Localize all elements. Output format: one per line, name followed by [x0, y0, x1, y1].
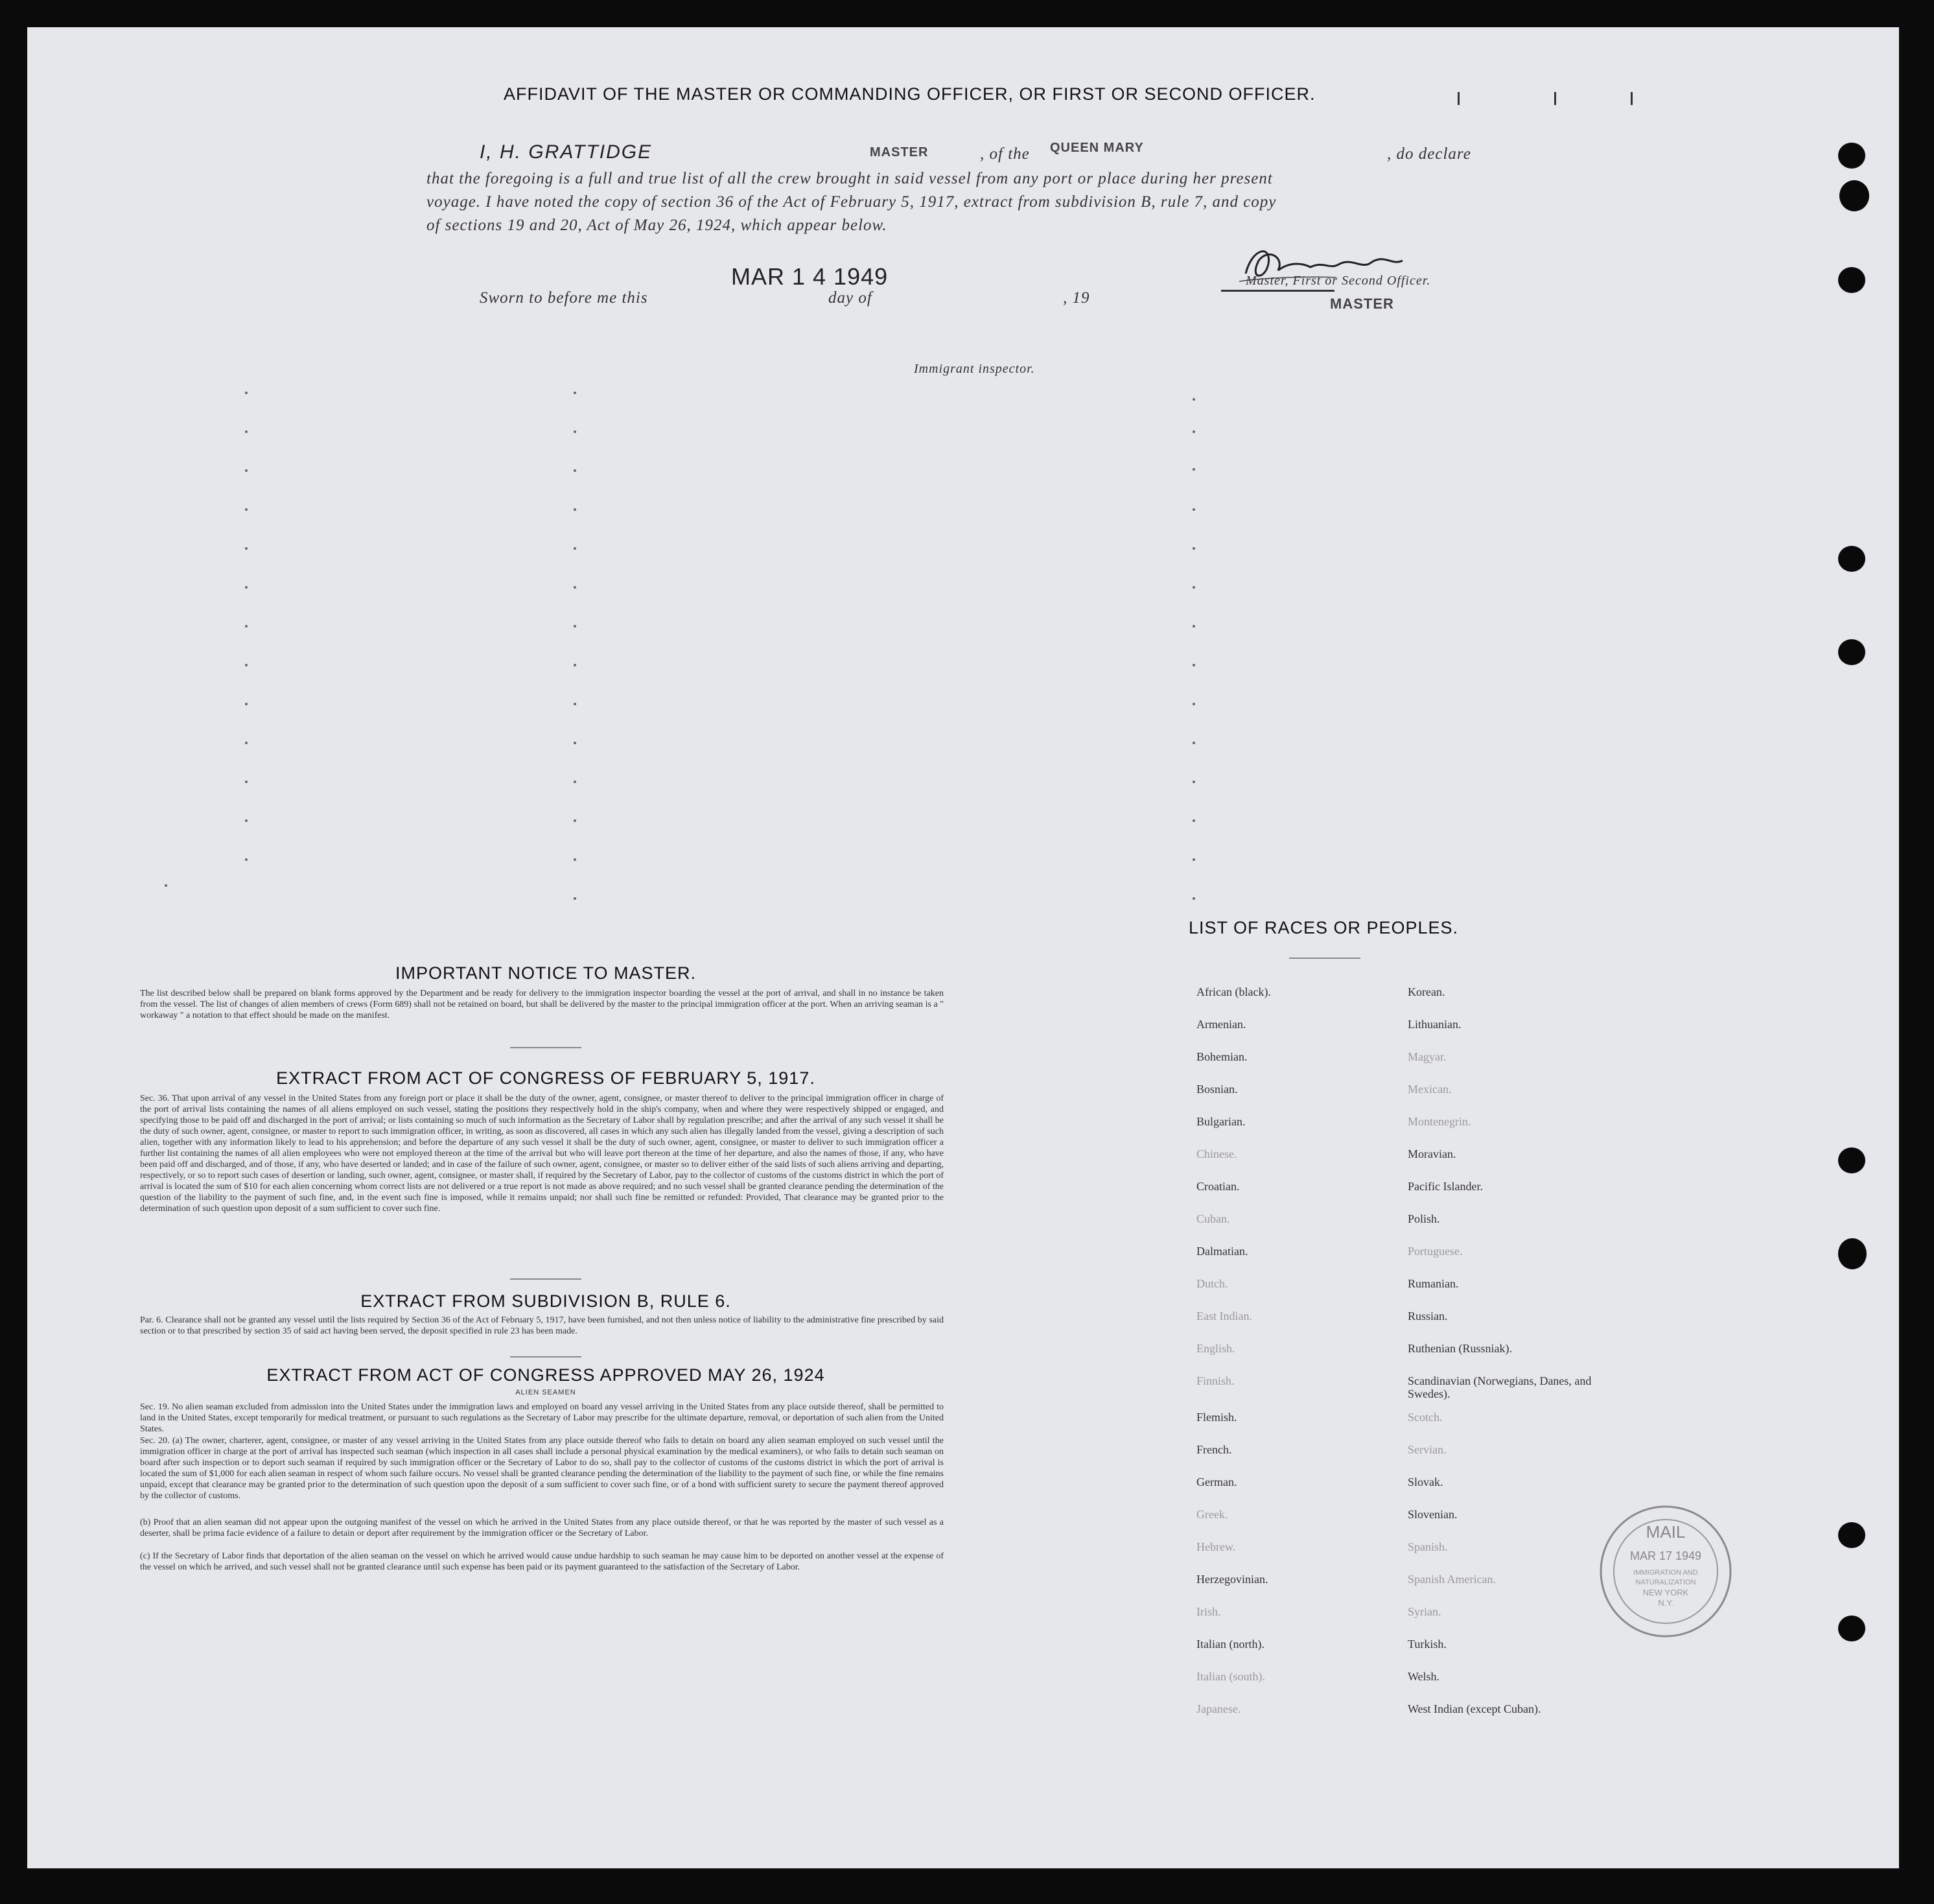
- race-item: Dalmatian.: [1196, 1245, 1248, 1258]
- race-item: Spanish.: [1408, 1540, 1448, 1553]
- guide-dot: [1193, 781, 1195, 783]
- guide-dot: [1193, 468, 1195, 471]
- guide-dot: [245, 664, 248, 666]
- vessel-stamp: QUEEN MARY: [1050, 141, 1144, 155]
- date-stamp: MAR 1 4 1949: [731, 263, 889, 290]
- race-item: Irish.: [1196, 1605, 1221, 1618]
- race-item: Finnish.: [1196, 1374, 1235, 1387]
- race-item: Lithuanian.: [1408, 1018, 1462, 1031]
- race-item: Cuban.: [1196, 1212, 1230, 1225]
- race-item: French.: [1196, 1443, 1232, 1456]
- race-item: Croatian.: [1196, 1180, 1240, 1193]
- race-item: Scotch.: [1408, 1411, 1443, 1424]
- race-item: Slovak.: [1408, 1475, 1443, 1488]
- master-stamp: MASTER: [1330, 296, 1394, 312]
- of-the-label: , of the: [980, 145, 1030, 163]
- guide-dot: [574, 586, 576, 589]
- section-divider: [1289, 958, 1360, 959]
- section-divider: [510, 1356, 581, 1357]
- binder-hole: [1838, 639, 1865, 665]
- guide-dot: [165, 884, 167, 887]
- race-item: Pacific Islander.: [1408, 1180, 1483, 1193]
- rank-stamp: MASTER: [870, 145, 929, 159]
- sec20a-text: Sec. 20. (a) The owner, charterer, agent, consignee, or master of any vessel arriving in the United States from any place outside thereof who fails to detain on board any alien seaman employed on such vessel until the immigration officer in charge at the port of arrival has inspected such seaman (which inspection in all cases shall include a personal physical examination by the medical examiners), or who fails to detain such seaman on board after such inspection or to deport such seaman if required by such immigration officer or the Secretary of Labor to do so, shall pay to the collector of customs of the customs district in which the port of arrival is located the sum of $1,000 for each alien seaman in respect of whom such failure occurs. No vessel shall be granted clearance pending the determination of the liability to the payment of such fine, or while the fine remains unpaid, except that clearance may be granted prior to the determination of such question upon the deposit of a sum sufficient to cover such fine, or of a bond with sufficient surety to secure the payment thereof approved by the collector of customs.: [140, 1436, 944, 1501]
- postmark-line: N.Y.: [1658, 1598, 1673, 1608]
- postmark-date: MAR 17 1949: [1629, 1549, 1702, 1562]
- guide-dot: [245, 469, 248, 472]
- guide-dot: [574, 430, 576, 433]
- race-item: Korean.: [1408, 985, 1445, 998]
- race-item: Japanese.: [1196, 1702, 1241, 1715]
- extract-1917-text: Sec. 36. That upon arrival of any vessel in the United States from any foreign port or place it shall be the duty of the owner, agent, consignee, or master thereof to deliver to the principal immigration officer in charge of the port of arrival lists containing the names of all aliens employed on such vessel, stating the positions they respectively hold in the ship's company, when and where they were respectively shipped or engaged, and specifying those to be paid off and discharged in the port of arrival; or lists containing so much of such information as the Secretary of Labor shall by regulation prescribe; and after the arrival of any such vessel it shall be the duty of such owner, agent, consignee, or master to report to such immigration officer, in writing, as soon as discovered, all cases in which any such alien has illegally landed from the vessel, giving a description of such alien, together with any information likely to lead to his apprehension; and before the departure of any such vessel it shall be the duty of such owner, agent, consignee, or master to deliver to such immigration officer a further list containing the names of all alien employees who were not employed thereon at the time of the arrival but who will leave port thereon at the time of her departure, and also the names of those, if any, who have been paid off and discharged, and of those, if any, who have deserted or landed; and in case of the failure of such owner, agent, consignee, or master so to deliver either of the said lists of such aliens arriving and departing, respectively, or so to report such cases of desertion or landing, such owner, agent, consignee, or master shall, if required by the Secretary of Labor, pay to the collector of customs of the customs district in which the port of arrival is located the sum of $10 for each alien concerning whom correct lists are not delivered or a true report is not made as above required; and no such vessel shall be granted clearance pending the determination of the question of the liability to the payment of such fine, and, in the event such fine is imposed, while it remains unpaid; nor shall such fine be remitted or refunded: Provided, That clearance may be granted prior to the determination of such question upon deposit of a sum sufficient to cover such fine.: [140, 1094, 944, 1214]
- binder-hole: [1838, 143, 1865, 169]
- guide-dot: [245, 508, 248, 511]
- extract-1924-heading: EXTRACT FROM ACT OF CONGRESS APPROVED MAY 26, 1924: [266, 1365, 825, 1385]
- guide-dot: [245, 547, 248, 550]
- race-item: East Indian.: [1196, 1310, 1252, 1322]
- signature-caption: Master, First or Second Officer.: [1246, 274, 1431, 288]
- guide-dot: [574, 547, 576, 550]
- guide-dot: [245, 586, 248, 589]
- guide-dot: [1193, 586, 1195, 589]
- extract-rule6-heading: EXTRACT FROM SUBDIVISION B, RULE 6.: [360, 1291, 731, 1311]
- extract-1917-heading: EXTRACT FROM ACT OF CONGRESS OF FEBRUARY 5, 1917.: [276, 1068, 815, 1088]
- race-item: Mexican.: [1408, 1083, 1452, 1096]
- guide-dot: [1193, 742, 1195, 744]
- postmark-line: IMMIGRATION AND: [1633, 1569, 1698, 1577]
- day-of-label: day of: [828, 289, 872, 307]
- section-divider: [510, 1047, 581, 1048]
- guide-dot: [1193, 703, 1195, 705]
- guide-dot: [1193, 508, 1195, 511]
- guide-dot: [574, 469, 576, 472]
- race-item: Bohemian.: [1196, 1050, 1248, 1063]
- race-item: Herzegovinian.: [1196, 1573, 1268, 1586]
- guide-dot: [245, 625, 248, 628]
- postmark-line: NATURALIZATION: [1635, 1579, 1696, 1586]
- guide-dot: [1193, 819, 1195, 822]
- guide-dot: [574, 392, 576, 394]
- race-item: Dutch.: [1196, 1277, 1228, 1290]
- affidavit-body-line: that the foregoing is a full and true list of all the crew brought in said vessel from any port or place during her present: [426, 170, 1273, 187]
- tick-mark: [1631, 92, 1633, 105]
- guide-dot: [1193, 858, 1195, 861]
- race-item: Armenian.: [1196, 1018, 1246, 1031]
- guide-dot: [574, 664, 576, 666]
- tick-mark: [1458, 92, 1460, 105]
- race-item: Bulgarian.: [1196, 1115, 1246, 1128]
- guide-dot: [245, 430, 248, 433]
- race-item: Portuguese.: [1408, 1245, 1463, 1258]
- race-item: African (black).: [1196, 985, 1271, 998]
- guide-dot: [1193, 398, 1195, 401]
- race-item: Hebrew.: [1196, 1540, 1236, 1553]
- race-item: West Indian (except Cuban).: [1408, 1702, 1541, 1715]
- postmark-top: MAIL: [1646, 1522, 1686, 1542]
- race-item: Italian (south).: [1196, 1670, 1265, 1683]
- notice-text: The list described below shall be prepared on blank forms approved by the Department and be ready for delivery to the immigration inspector boarding the vessel at the port of arrival, and shall in no instance be taken from the vessel. The list of changes of alien members of crews (Form 689) shall not be retained on board, but shall be delivered by the master to the principal immigration officer at the port. When an arriving seaman is a " workaway " a notation to that effect should be made on the manifest.: [140, 989, 944, 1020]
- inspector-caption: Immigrant inspector.: [914, 362, 1035, 376]
- guide-dot: [245, 819, 248, 822]
- binder-hole: [1838, 267, 1865, 293]
- binder-hole: [1838, 1147, 1865, 1173]
- guide-dot: [574, 781, 576, 783]
- race-item: Slovenian.: [1408, 1508, 1458, 1521]
- guide-dot: [1193, 664, 1195, 666]
- affidavit-heading: AFFIDAVIT OF THE MASTER OR COMMANDING OFFICER, OR FIRST OR SECOND OFFICER.: [504, 84, 1316, 104]
- guide-dot: [574, 897, 576, 900]
- race-item: Turkish.: [1408, 1638, 1447, 1651]
- binder-hole: [1838, 1616, 1865, 1641]
- race-item: English.: [1196, 1342, 1235, 1355]
- race-item: Moravian.: [1408, 1147, 1456, 1160]
- guide-dot: [574, 703, 576, 705]
- race-item: Spanish American.: [1408, 1573, 1496, 1586]
- sec20b-text: (b) Proof that an alien seaman did not appear upon the outgoing manifest of the vessel on which he arrived in the United States from any place outside thereof, or that he was reported by the master of such vessel as a deserter, shall be prima facie evidence of a failure to detain or deport after requirement by the immigration officer or the Secretary of Labor.: [140, 1518, 944, 1538]
- mail-postmark: [1594, 1500, 1737, 1643]
- race-item: Flemish.: [1196, 1411, 1237, 1424]
- binder-hole: [1838, 1522, 1865, 1548]
- race-item: Syrian.: [1408, 1605, 1441, 1618]
- guide-dot: [574, 508, 576, 511]
- race-item: Rumanian.: [1408, 1277, 1459, 1290]
- notice-heading: IMPORTANT NOTICE TO MASTER.: [395, 963, 697, 983]
- binder-hole: [1838, 546, 1865, 572]
- race-item: Greek.: [1196, 1508, 1228, 1521]
- document-page: [27, 27, 1899, 1868]
- guide-dot: [574, 742, 576, 744]
- sec19-text: Sec. 19. No alien seaman excluded from admission into the United States under the immigration laws and employed on board any vessel arriving in the United States from any place outside thereof, shall be permitted to land in the United States, except temporarily for medical treatment, or pursuant to such regulations as the Secretary of Labor may prescribe for the ultimate departure, removal, or deportation of such alien from the United States.: [140, 1402, 944, 1434]
- signature-strike: [1221, 290, 1334, 292]
- affidavit-body-line: voyage. I have noted the copy of section 36 of the Act of February 5, 1917, extract from subdivision B, rule 7, and copy: [426, 193, 1277, 211]
- guide-dot: [574, 819, 576, 822]
- guide-dot: [574, 625, 576, 628]
- race-item: Welsh.: [1408, 1670, 1440, 1683]
- sec20c-text: (c) If the Secretary of Labor finds that deportation of the alien seaman on the vessel on which he arrived would cause undue hardship to such seaman he may cause him to be deported on another vessel at the expense of the vessel on which he arrived, and such vessel shall not be granted clearance until such expense has been paid or its payment guaranteed to the satisfaction of the Secretary of Labor.: [140, 1551, 944, 1572]
- guide-dot: [574, 858, 576, 861]
- affidavit-body-line: of sections 19 and 20, Act of May 26, 1924, which appear below.: [426, 217, 887, 234]
- race-item: Bosnian.: [1196, 1083, 1238, 1096]
- guide-dot: [1193, 897, 1195, 900]
- postmark-line: NEW YORK: [1642, 1588, 1689, 1597]
- guide-dot: [245, 858, 248, 861]
- race-item: Polish.: [1408, 1212, 1440, 1225]
- year-label: , 19: [1063, 289, 1090, 307]
- guide-dot: [1193, 430, 1195, 433]
- race-item: Ruthenian (Russniak).: [1408, 1342, 1512, 1355]
- race-item: Servian.: [1408, 1443, 1447, 1456]
- race-item: Scandinavian (Norwegians, Danes, and Swedes).: [1408, 1374, 1592, 1400]
- binder-hole: [1839, 180, 1869, 211]
- race-item: Chinese.: [1196, 1147, 1237, 1160]
- guide-dot: [245, 781, 248, 783]
- officer-name: I, H. GRATTIDGE: [480, 141, 653, 163]
- extract-rule6-text: Par. 6. Clearance shall not be granted any vessel until the lists required by Section 36 of the Act of February 5, 1917, have been furnished, and not then unless notice of liability to the administrative fine prescribed by said section or to that prescribed by section 35 of said act having been served, the deposit specified in rule 23 has been made.: [140, 1315, 944, 1336]
- guide-dot: [245, 742, 248, 744]
- race-item: Russian.: [1408, 1310, 1448, 1322]
- binder-hole: [1838, 1238, 1867, 1269]
- tick-mark: [1554, 92, 1556, 105]
- races-heading: LIST OF RACES OR PEOPLES.: [1188, 918, 1459, 937]
- race-item: Italian (north).: [1196, 1638, 1264, 1651]
- race-item: Montenegrin.: [1408, 1115, 1471, 1128]
- alien-seamen-subheading: ALIEN SEAMEN: [515, 1389, 576, 1396]
- guide-dot: [1193, 625, 1195, 628]
- race-item: German.: [1196, 1475, 1237, 1488]
- do-declare-label: , do declare: [1387, 145, 1471, 163]
- section-divider: [510, 1278, 581, 1280]
- guide-dot: [245, 392, 248, 394]
- guide-dot: [1193, 547, 1195, 550]
- guide-dot: [245, 703, 248, 705]
- race-item: Magyar.: [1408, 1050, 1447, 1063]
- sworn-label: Sworn to before me this: [480, 289, 648, 307]
